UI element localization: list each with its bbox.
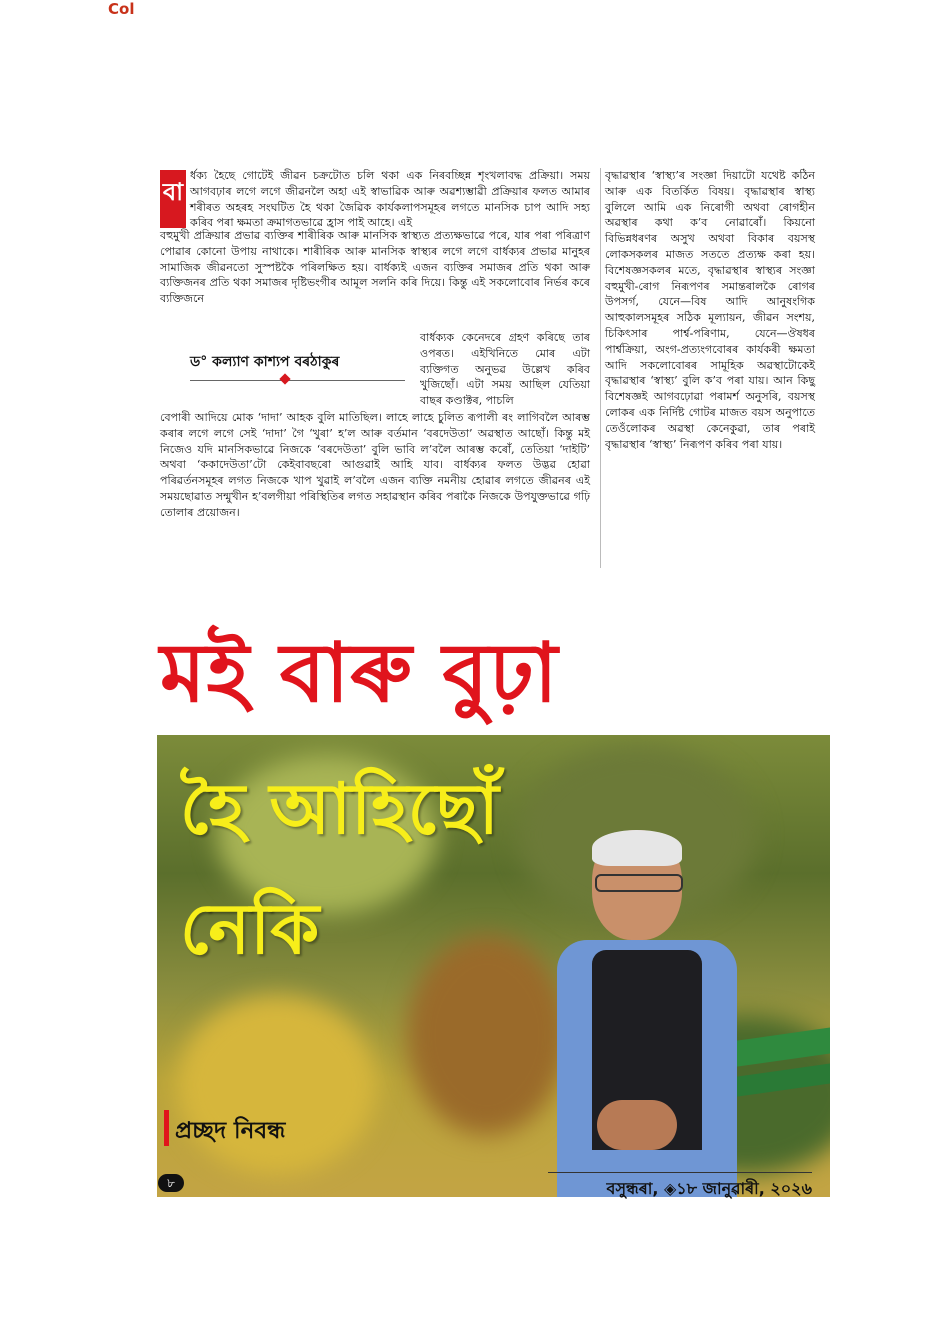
- page-number: ৮: [158, 1174, 184, 1192]
- article-paragraph-1b: বহুমুখী প্ৰক্ৰিয়াৰ প্ৰভাৱ ব্যক্তিৰ শাৰীৰিক আৰু মানসিক স্বাস্থ্যত প্ৰত্যক্ষভাৱে পৰে, যাৰ পৰা পৰিত্ৰাণ পোৱাৰ কোনো উপায় নাথাকে। শাৰীৰিক আৰু মানসিক স্বাস্থ্যৰ লগে লগে বাৰ্ধক্যৰ প্ৰভাৱ মানুহৰ সামাজিক জীৱনতো সুস্পষ্টকৈ পৰিলক্ষিত হয়। বাৰ্ধক্যই এজন ব্যক্তিৰ সমাজৰ প্ৰতি থকা আৰু ব্যক্তিজনৰ প্ৰতি থকা সমাজৰ দৃষ্টিভংগীৰ আমূল সলনি কৰি দিয়ে। কিন্তু এই সকলোবোৰ নিৰ্ভৰ কৰে ব্যক্তিজনে: [160, 229, 590, 306]
- article-paragraph-2: বাৰ্ধক্যক কেনেদৰে গ্ৰহণ কৰিছে তাৰ ওপৰত। এইখিনিতে মোৰ এটা ব্যক্তিগত অনুভৱ উল্লেখ কৰিব খুজিছোঁ। এটা সময় আছিল যেতিয়া বাছৰ কণ্ডাক্টৰ, পাচলি: [420, 331, 590, 408]
- man-hands: [597, 1100, 677, 1150]
- man-glasses: [595, 874, 683, 892]
- man-hair: [592, 830, 682, 866]
- footer-publication: বসুন্ধৰা, ◈১৮ জানুৱাৰী, ২০২৬: [606, 1179, 812, 1198]
- author-byline: ড° কল্যাণ কাশ্যপ বৰঠাকুৰ: [190, 350, 405, 381]
- drop-cap: বা: [160, 170, 186, 228]
- section-accent-bar: [164, 1110, 169, 1146]
- article-paragraph-3: বেপাৰী আদিয়ে মোক ‘দাদা’ আহক বুলি মাতিছিল। লাহে লাহে চুলিত ৰূপালী ৰং লাগিবলৈ আৰম্ভ কৰাৰ লগে লগে সেই ‘দাদা’ গৈ ‘খুৰা’ হ’ল আৰু বৰ্তমান ‘বৰদেউতা’ অৱস্থাত আছোঁ। কিন্তু মই নিজেও যদি মানসিকভাৱে নিজকে ‘বৰদেউতা’ বুলি ভাবি ল’বলৈ আৰম্ভ কৰোঁ, তেতিয়া ‘দাইটি’ অথবা ‘ককাদেউতা’টো কেইবাবছৰো আগুৱাই আহি যাব। বাৰ্ধক্যৰ ফলত উদ্ভৱ হোৱা পৰিৱৰ্তনসমূহৰ লগত নিজকে খাপ খুৱাই ল’বলৈ এজন ব্যক্তি নমনীয় হোৱাৰ লগতে জীৱনৰ এই সময়ছোৱাত সন্মুখীন হ’বলগীয়া পৰিস্থিতিৰ লগত সহাৱস্থান কৰিব পৰাকৈ নিজকে উপযুক্তভাৱে গঢ়ি তোলাৰ প্ৰয়োজন।: [160, 411, 590, 519]
- corner-mark: Col: [108, 0, 135, 18]
- footer-rule: [548, 1172, 812, 1173]
- column-divider: [600, 168, 601, 568]
- subheadline-line-1: হৈ আহিছোঁ: [180, 768, 499, 850]
- headline: মই বাৰু বুঢ়া: [160, 626, 559, 721]
- article-paragraph-right: বৃদ্ধাৱস্থাৰ ‘স্বাস্থ্য’ৰ সংজ্ঞা দিয়াটো যথেষ্ট কঠিন আৰু এক বিতৰ্কিত বিষয়। বৃদ্ধাৱস্থাৰ স্বাস্থ্য বুলিলে আমি এক নিৰোগী অথবা ৰোগহীন অৱস্থাৰ কথা ক’ব নোৱাৰোঁ। কিয়নো বিভিন্নধৰণৰ অসুখ অথবা বিকাৰ বয়সস্থ লোকসকলৰ মাজত সততে প্ৰত্যক্ষ কৰা হয়। বিশেষজ্ঞসকলৰ মতে, বৃদ্ধাৱস্থাৰ স্বাস্থ্যৰ সংজ্ঞা বহুমুখী-ৰোগ নিৰূপণৰ সমান্তৰালকৈ ৰোগৰ উপসৰ্গ, যেনে—বিষ আদি আনুষংগিক আহুকালসমূহৰ সঠিক মূল্যায়ন, জীৱন সংশয়, চিকিৎসাৰ পাৰ্শ্ব-পৰিণাম, যেনে—ঔষধৰ পাৰ্শ্বক্ৰিয়া, অংগ-প্ৰত্যংগবোৰৰ কাৰ্যকৰী ক্ষমতা আদি সকলোবোৰৰ সামূহিক অৱস্থাটোকেই বৃদ্ধাৱস্থাৰ ‘স্বাস্থ্য’ বুলি ক’ব পৰা যায়। আন কিছু বিশেষজ্ঞই আগবঢ়োৱা পৰামৰ্শ অনুসৰি, বয়সস্থ লোকৰ এক নিৰ্দিষ্ট গোটৰ মাজত বয়স অনুপাতে তেওঁলোকৰ অৱস্থা কেনেকুৱা, তাৰ পৰাই বৃদ্ধাৱস্থাৰ ‘স্বাস্থ্য’ নিৰূপণ কৰিব পৰা যায়।: [605, 169, 815, 451]
- section-label: প্ৰচ্ছদ নিবন্ধ: [175, 1118, 286, 1144]
- article-paragraph-1: র্ধক্য হৈছে গোটেই জীৱন চক্ৰটোত চলি থকা এক নিৰবচ্ছিন্ন শৃংখলাবদ্ধ প্ৰক্ৰিয়া। সময় আগবঢ়াৰ লগে লগে জীৱনলৈ অহা এই স্বাভাৱিক আৰু অৱশ্যম্ভাৱী প্ৰক্ৰিয়াৰ ফলত আমাৰ শৰীৰত অহৰহ সংঘটিত হৈ থকা জৈৱিক কাৰ্যকলাপসমূহৰ লগতে মানসিক চাপ আদি সহ্য কৰিব পৰা ক্ষমতা ক্ৰমাগতভাৱে হ্ৰাস পাই আহে। এই: [190, 169, 590, 230]
- elderly-man-figure: [537, 830, 797, 1197]
- subheadline-line-2: নেকি: [180, 888, 320, 970]
